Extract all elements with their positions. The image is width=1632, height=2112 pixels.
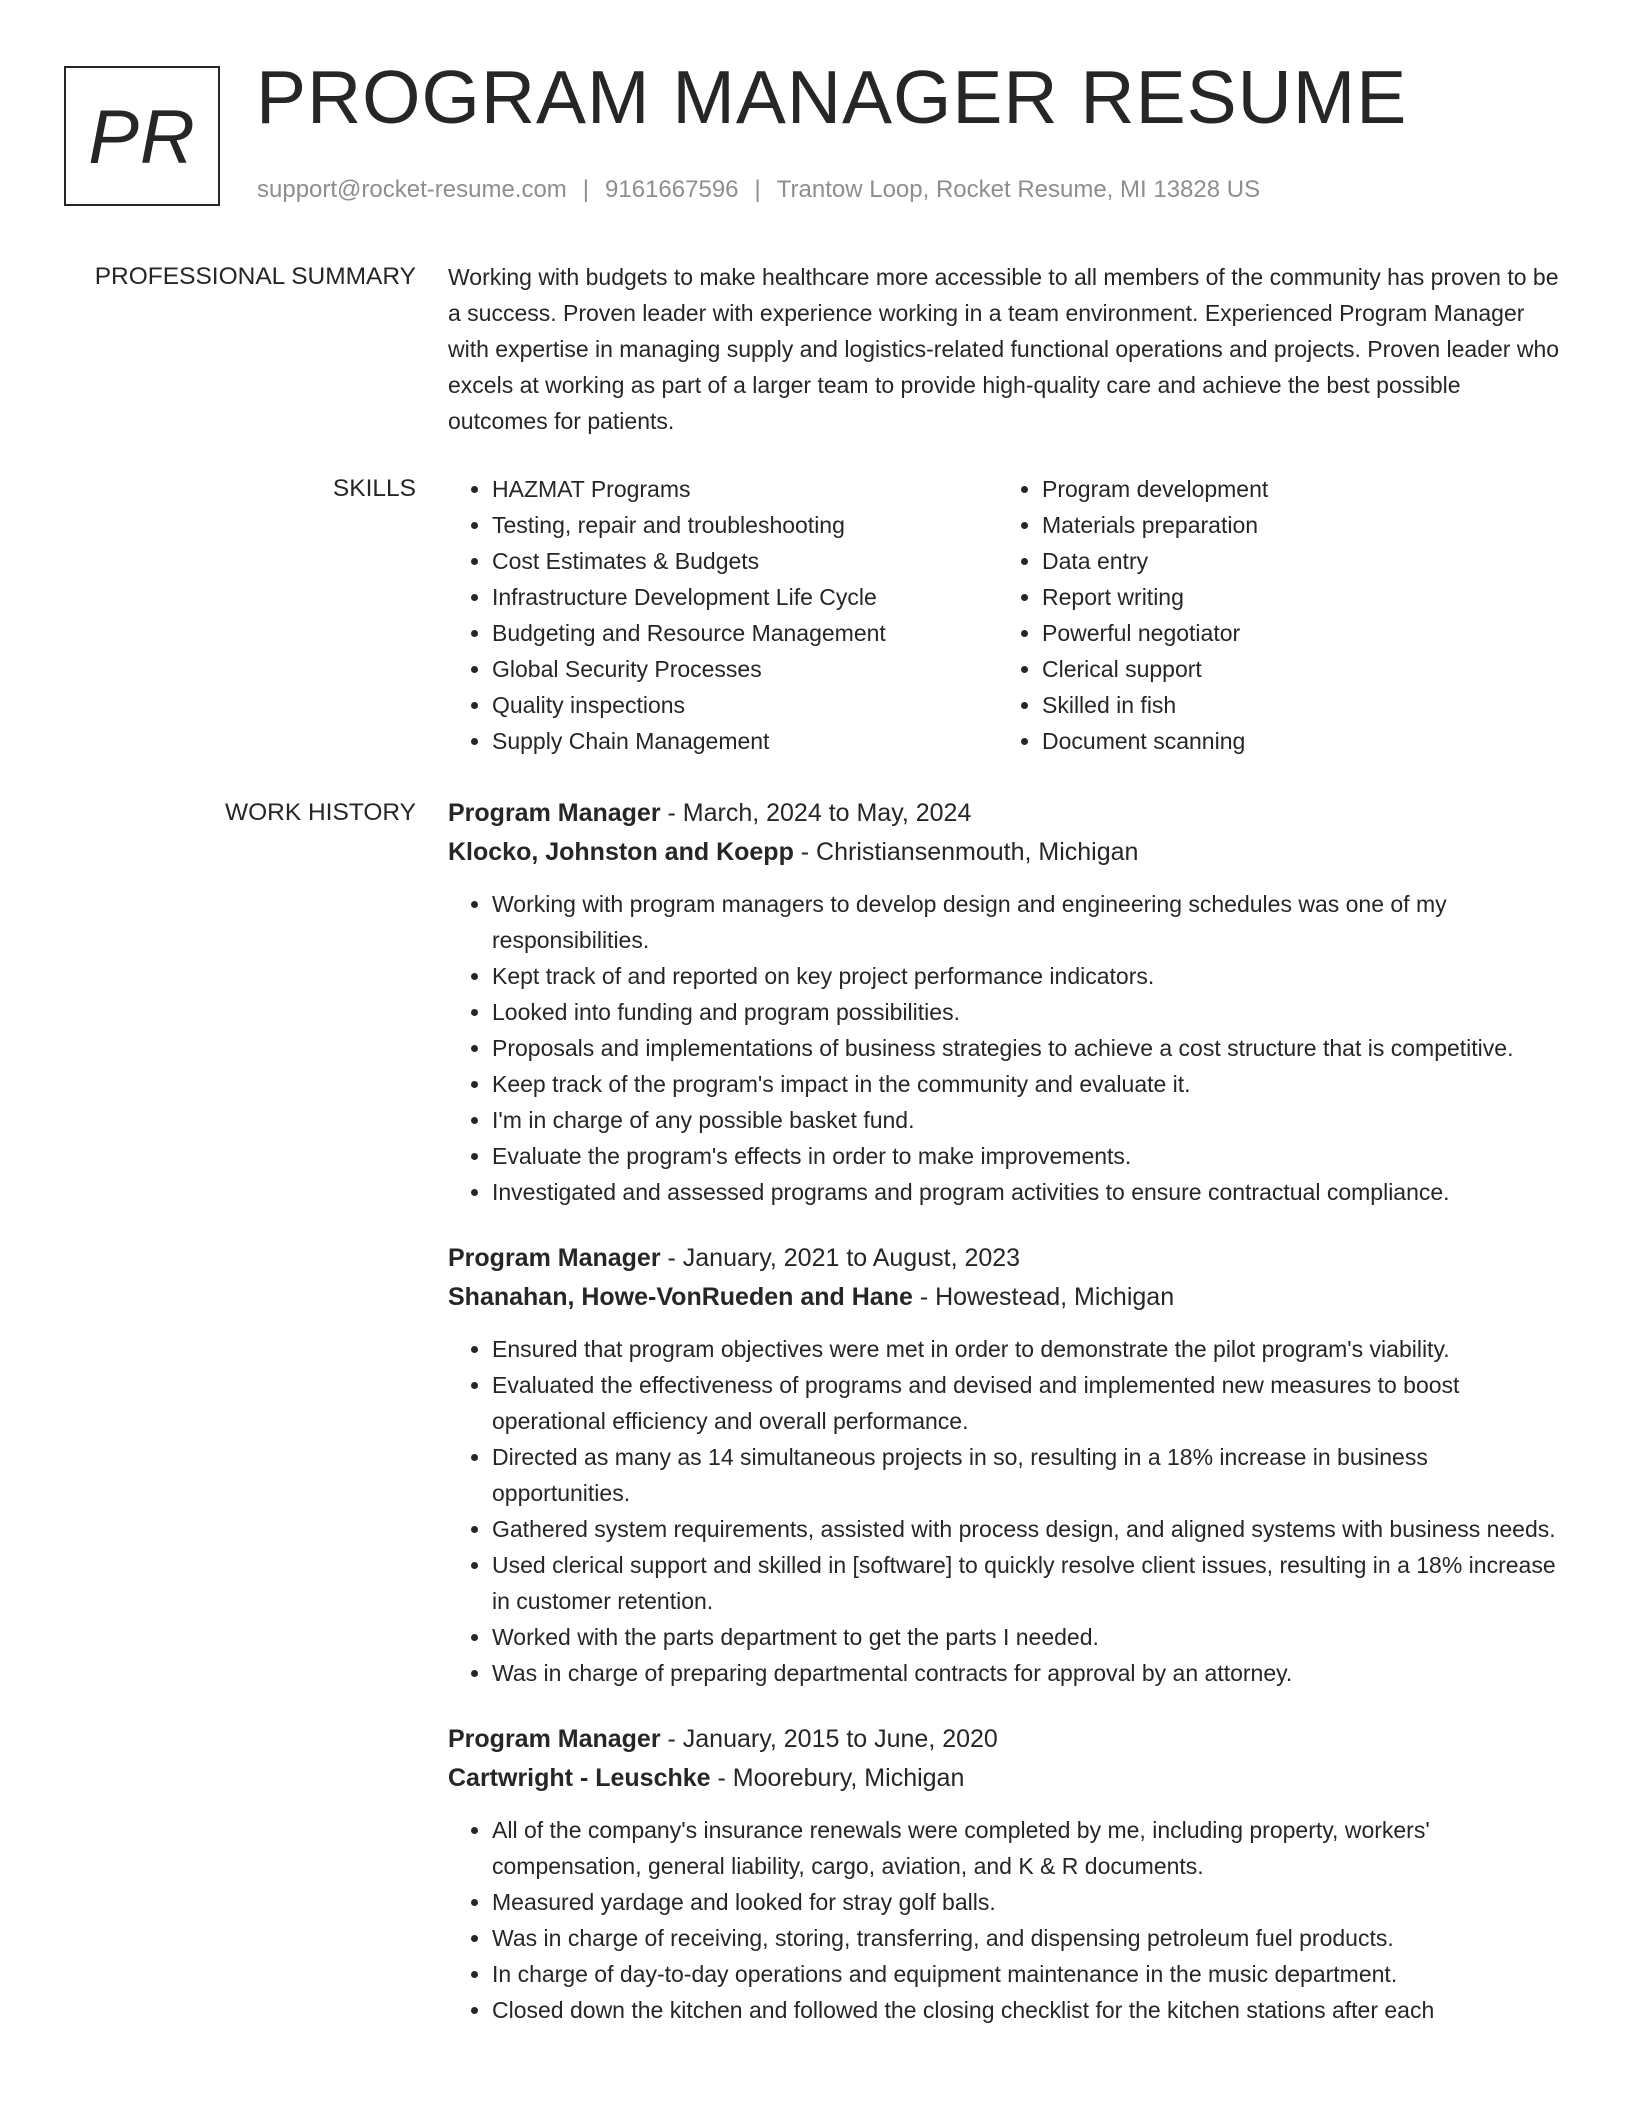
skill-item: • Global Security Processes <box>492 651 998 687</box>
work-history-body <box>448 795 1566 2058</box>
skill-item: • Quality inspections <box>492 687 998 723</box>
job-bullet: • Ensured that program objectives were met in order to demonstrate the pilot program's viability. <box>492 1331 1566 1367</box>
job-company-line <box>448 1279 1566 1315</box>
skill-item: • Document scanning <box>1042 723 1268 759</box>
contact-phone: 9161667596 <box>605 176 739 203</box>
job-bullet: • In charge of day-to-day operations and equipment maintenance in the music department. <box>492 1956 1566 1992</box>
job-bullet: • Proposals and implementations of business strategies to achieve a cost structure that is competitive. <box>492 1030 1566 1066</box>
job-entry <box>448 795 1566 1210</box>
monogram-box <box>64 66 220 206</box>
job-bullet: • Was in charge of receiving, storing, transferring, and dispensing petroleum fuel products. <box>492 1920 1566 1956</box>
skills-list-2 <box>998 471 1268 759</box>
skill-item: • Testing, repair and troubleshooting <box>492 507 998 543</box>
job-bullet: • Measured yardage and looked for stray golf balls. <box>492 1884 1566 1920</box>
job-bullets <box>448 886 1566 1210</box>
job-title: Program Manager <box>448 1725 661 1753</box>
job-bullet: • Gathered system requirements, assisted with process design, and aligned systems with business needs. <box>492 1511 1566 1547</box>
job-bullet: • I'm in charge of any possible basket fund. <box>492 1102 1566 1138</box>
skill-item: • Cost Estimates & Budgets <box>492 543 998 579</box>
job-location: - Howestead, Michigan <box>912 1283 1175 1311</box>
job-company-line <box>448 834 1566 870</box>
skill-item: • Data entry <box>1042 543 1268 579</box>
skill-item: • HAZMAT Programs <box>492 471 998 507</box>
job-title-line <box>448 1721 1566 1757</box>
job-entry <box>448 1240 1566 1691</box>
job-bullet: • Kept track of and reported on key project performance indicators. <box>492 958 1566 994</box>
job-entry <box>448 1721 1566 2028</box>
job-bullet: • Evaluate the program's effects in order to make improvements. <box>492 1138 1566 1174</box>
skill-item: • Clerical support <box>1042 651 1268 687</box>
skills-list-1 <box>448 471 998 759</box>
job-bullet: • Was in charge of preparing departmental contracts for approval by an attorney. <box>492 1655 1566 1691</box>
skill-item: • Budgeting and Resource Management <box>492 615 998 651</box>
skill-item: • Infrastructure Development Life Cycle <box>492 579 998 615</box>
job-bullets <box>448 1812 1566 2028</box>
job-bullet: • All of the company's insurance renewals were completed by me, including property, workers' compensation, general liability, cargo, aviation, and K & R documents. <box>492 1812 1566 1884</box>
job-company-line <box>448 1760 1566 1796</box>
job-company: Cartwright - Leuschke <box>448 1764 711 1792</box>
skill-item: • Powerful negotiator <box>1042 615 1268 651</box>
contact-address: Trantow Loop, Rocket Resume, MI 13828 US <box>776 176 1261 203</box>
skill-item: • Report writing <box>1042 579 1268 615</box>
summary-body <box>448 259 1566 439</box>
section-label: WORK HISTORY <box>224 799 416 826</box>
job-bullet: • Directed as many as 14 simultaneous projects in so, resulting in a 18% increase in business opportunities. <box>492 1439 1566 1511</box>
job-title-line <box>448 1240 1566 1276</box>
section-label: SKILLS <box>332 475 416 502</box>
job-title-line <box>448 795 1566 831</box>
job-bullet: • Looked into funding and program possibilities. <box>492 994 1566 1030</box>
job-title: Program Manager <box>448 1244 661 1272</box>
section-label: PROFESSIONAL SUMMARY <box>94 263 416 290</box>
skills-columns <box>448 471 1566 759</box>
resume-title: PROGRAM MANAGER RESUME <box>256 55 1408 139</box>
job-bullet: • Evaluated the effectiveness of programs and devised and implemented new measures to boost operational efficiency and overall performance. <box>492 1367 1566 1439</box>
job-bullet: • Working with program managers to develop design and engineering schedules was one of my responsibilities. <box>492 886 1566 958</box>
contact-line <box>257 176 1260 204</box>
summary-text: Working with budgets to make healthcare more accessible to all members of the community has proven to be a success. Proven leader with experience working in a team environment. Experienced Program Manager with expertise in managing supply and logistics-related functional operations and projects. Proven leader who excels at working as part of a larger team to provide high-quality care and achieve the best possible outcomes for patients. <box>448 264 1560 434</box>
job-location: - Christiansenmouth, Michigan <box>793 838 1139 866</box>
job-location: - Moorebury, Michigan <box>710 1764 965 1792</box>
contact-email: support@rocket-resume.com <box>257 176 567 203</box>
skill-item: • Program development <box>1042 471 1268 507</box>
job-bullet: • Used clerical support and skilled in [software] to quickly resolve client issues, resulting in a 18% increase in customer retention. <box>492 1547 1566 1619</box>
job-title: Program Manager <box>448 799 661 827</box>
job-company: Shanahan, Howe-VonRueden and Hane <box>448 1283 913 1311</box>
job-dates: - March, 2024 to May, 2024 <box>660 799 972 827</box>
job-company: Klocko, Johnston and Koepp <box>448 838 794 866</box>
job-dates: - January, 2015 to June, 2020 <box>660 1725 998 1753</box>
job-bullet: • Worked with the parts department to get the parts I needed. <box>492 1619 1566 1655</box>
job-dates: - January, 2021 to August, 2023 <box>660 1244 1021 1272</box>
skill-item: • Skilled in fish <box>1042 687 1268 723</box>
job-bullet: • Closed down the kitchen and followed the closing checklist for the kitchen stations after each <box>492 1992 1566 2028</box>
job-bullet: • Investigated and assessed programs and program activities to ensure contractual compliance. <box>492 1174 1566 1210</box>
contact-separator: | <box>754 176 761 203</box>
monogram-initials: PR <box>88 94 196 180</box>
job-bullets <box>448 1331 1566 1691</box>
skills-body <box>448 471 1566 759</box>
skill-item: • Supply Chain Management <box>492 723 998 759</box>
contact-separator: | <box>582 176 590 203</box>
job-bullet: • Keep track of the program's impact in the community and evaluate it. <box>492 1066 1566 1102</box>
skill-item: • Materials preparation <box>1042 507 1268 543</box>
